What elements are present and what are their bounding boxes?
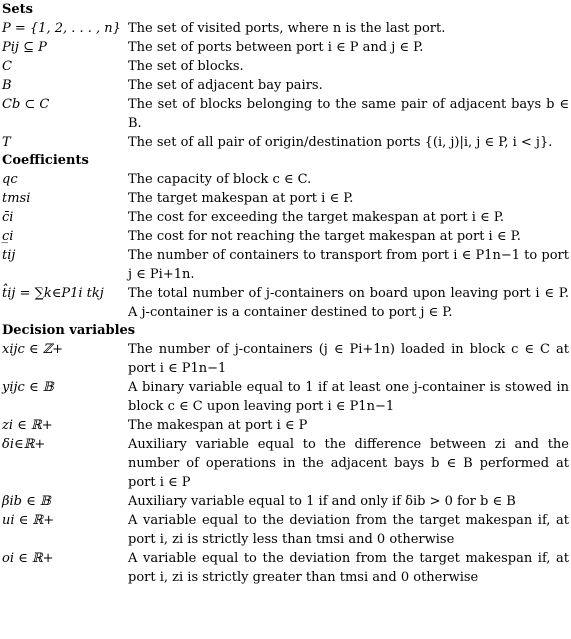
symbol: ui ∈ ℝ+: [2, 513, 55, 528]
definition-row: [2, 549, 569, 587]
section-title-decision-variables: Decision variables: [2, 323, 136, 338]
symbol: δi∈ℝ+: [2, 437, 46, 452]
definition-row: [2, 511, 569, 549]
description: A variable equal to the deviation from the target makespan if, at port i, zi is strictly less than tmsi and 0 otherwise: [128, 513, 569, 547]
definition-row: [2, 378, 569, 416]
symbol: C: [2, 59, 12, 74]
definition-row: [2, 227, 569, 246]
symbol: xijc ∈ ℤ+: [2, 342, 64, 357]
definition-row: [2, 340, 569, 378]
symbol: tmsi: [2, 191, 31, 206]
symbol: oi ∈ ℝ+: [2, 551, 54, 566]
description: The target makespan at port i ∈ P.: [128, 191, 354, 206]
definition-row: [2, 492, 569, 511]
definition-row: [2, 189, 569, 208]
description: The set of adjacent bay pairs.: [128, 78, 323, 93]
definition-row: [2, 57, 569, 76]
description: The cost for exceeding the target makespan at port i ∈ P.: [128, 210, 504, 225]
description: The total number of j-containers on board upon leaving port i ∈ P. A j-container is a container destined to port j ∈ P.: [128, 286, 569, 320]
symbol: Pij ⊆ P: [2, 40, 47, 55]
description: The set of all pair of origin/destination ports {(i, j)|i, j ∈ P, i < j}.: [128, 135, 553, 150]
symbol: zi ∈ ℝ+: [2, 418, 53, 433]
description: The cost for not reaching the target makespan at port i ∈ P.: [128, 229, 521, 244]
definition-row: [2, 416, 569, 435]
description: The number of containers to transport from port i ∈ P1n−1 to port j ∈ Pi+1n.: [128, 248, 569, 282]
description: The capacity of block c ∈ C.: [128, 172, 312, 187]
definition-row: [2, 435, 569, 492]
definition-row: [2, 208, 569, 227]
section-title-coefficients: Coefficients: [2, 153, 89, 168]
description: Auxiliary variable equal to the difference between zi and the number of operations in the adjacent bays b ∈ B performed at port i ∈ P: [128, 437, 569, 490]
section-title-sets: Sets: [2, 2, 33, 17]
symbol: tij: [2, 248, 16, 263]
symbol: P = {1, 2, . . . , n}: [2, 21, 121, 36]
description: Auxiliary variable equal to 1 if and only if δib > 0 for b ∈ B: [128, 494, 516, 509]
definition-row: [2, 38, 569, 57]
description: The set of visited ports, where n is the last port.: [128, 21, 446, 36]
symbol: c̄i: [2, 210, 14, 225]
symbol: T: [2, 135, 11, 150]
symbol: yijc ∈ 𝔹: [2, 380, 54, 395]
definition-row: [2, 19, 569, 38]
description: The makespan at port i ∈ P: [128, 418, 308, 433]
definition-row: [2, 76, 569, 95]
description: A variable equal to the deviation from the target makespan if, at port i, zi is strictly greater than tmsi and 0 otherwise: [128, 551, 569, 585]
definition-row: [2, 284, 569, 322]
symbol: Cb ⊂ C: [2, 97, 50, 112]
symbol: βib ∈ 𝔹: [2, 494, 51, 509]
description: A binary variable equal to 1 if at least one j-container is stowed in block c ∈ C upon leaving port i ∈ P1n−1: [128, 380, 569, 414]
description: The number of j-containers (j ∈ Pi+1n) loaded in block c ∈ C at port i ∈ P1n−1: [128, 342, 569, 376]
definition-row: [2, 95, 569, 133]
symbol: t̂ij = ∑k∈P1i tkj: [2, 286, 104, 301]
symbol: qc: [2, 172, 18, 187]
definition-row: [2, 246, 569, 284]
definition-row: [2, 170, 569, 189]
description: The set of blocks.: [128, 59, 244, 74]
definition-row: [2, 133, 569, 152]
description: The set of blocks belonging to the same pair of adjacent bays b ∈ B.: [128, 97, 569, 131]
symbol: B: [2, 78, 12, 93]
description: The set of ports between port i ∈ P and j ∈ P.: [128, 40, 424, 55]
symbol: c̲i: [2, 229, 14, 244]
